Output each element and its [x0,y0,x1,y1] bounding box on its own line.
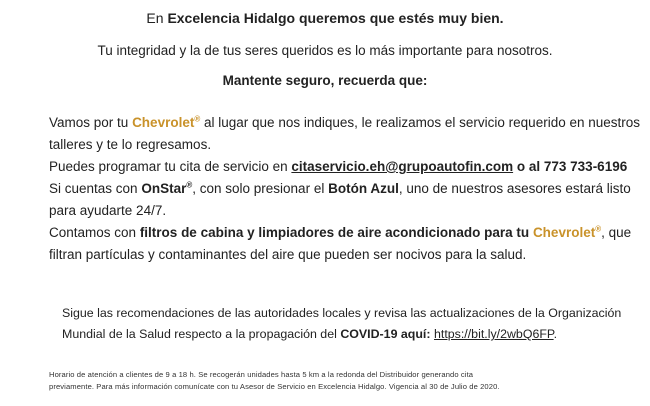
notice-dot: . [553,327,558,341]
footer-line1: Horario de atención a clientes de 9 a 18 h. Se recogerán unidades hasta 5 km a la redonda del Distribuidor generando cita [49,370,474,379]
footer-line2: previamente. Para más información comunícate con tu Asesor de Servicio en Excelencia Hidalgo. Vigencia al 30 de Julio de 2020. [49,382,500,391]
p2-mid: o al [516,159,541,174]
service-phone: 773 733-6196 [543,159,628,174]
p1-line2: talleres y te lo regresamos. [49,137,212,152]
p1-pre: Vamos por tu [49,115,129,130]
p4-pre: Contamos con [49,225,137,240]
p3-line1 [49,181,631,196]
greeting-line [0,10,650,26]
blue-button-text: Botón Azul [328,181,399,196]
who-link[interactable]: https://bit.ly/2wbQ6FP [433,327,554,341]
covid-label: COVID-19 aquí [340,327,427,341]
p1-line1 [49,115,640,130]
greeting-pre: En [146,10,164,26]
p3-post: , uno de nuestros asesores estará listo [398,181,631,196]
subtitle: Tu integridad y la de tus seres queridos es lo más importante para nosotros. [97,43,553,58]
p4-post: , que [601,225,632,240]
chevrolet-brand: Chevrolet® [132,114,201,130]
brand-name: Excelencia Hidalgo [167,10,296,26]
p3-pre: Si cuentas con [49,181,138,196]
p4-line2: filtran partículas y contaminantes del aire que pueden ser nocivos para la salud. [49,247,527,262]
onstar-brand: OnStar® [141,180,193,196]
notice-colon: : [426,327,431,341]
p2-pre: Puedes programar tu cita de servicio en [49,159,288,174]
notice-line1: Sigue las recomendaciones de las autoridades locales y revisa las actualizaciones de la Organización [62,306,622,320]
notice-line2 [62,327,557,341]
heading: Mantente seguro, recuerda que: [222,73,428,88]
notice-pre: Mundial de la Salud respecto a la propagación del [62,327,337,341]
p2-line [49,159,627,174]
service-email-link[interactable]: citaservicio.eh@grupoautofin.com [291,159,514,174]
p4-filters: filtros de cabina y limpiadores de aire acondicionado para tu [139,225,530,240]
chevrolet-brand-2: Chevrolet® [532,224,602,240]
greeting-post: queremos que estés muy bien. [298,10,504,26]
p3-line2: para ayudarte 24/7. [49,203,167,218]
p4-line1 [49,225,631,240]
p3-mid: , con solo presionar el [192,181,325,196]
p1-rest: al lugar que nos indiques, le realizamos el servicio requerido en nuestros [204,115,641,130]
